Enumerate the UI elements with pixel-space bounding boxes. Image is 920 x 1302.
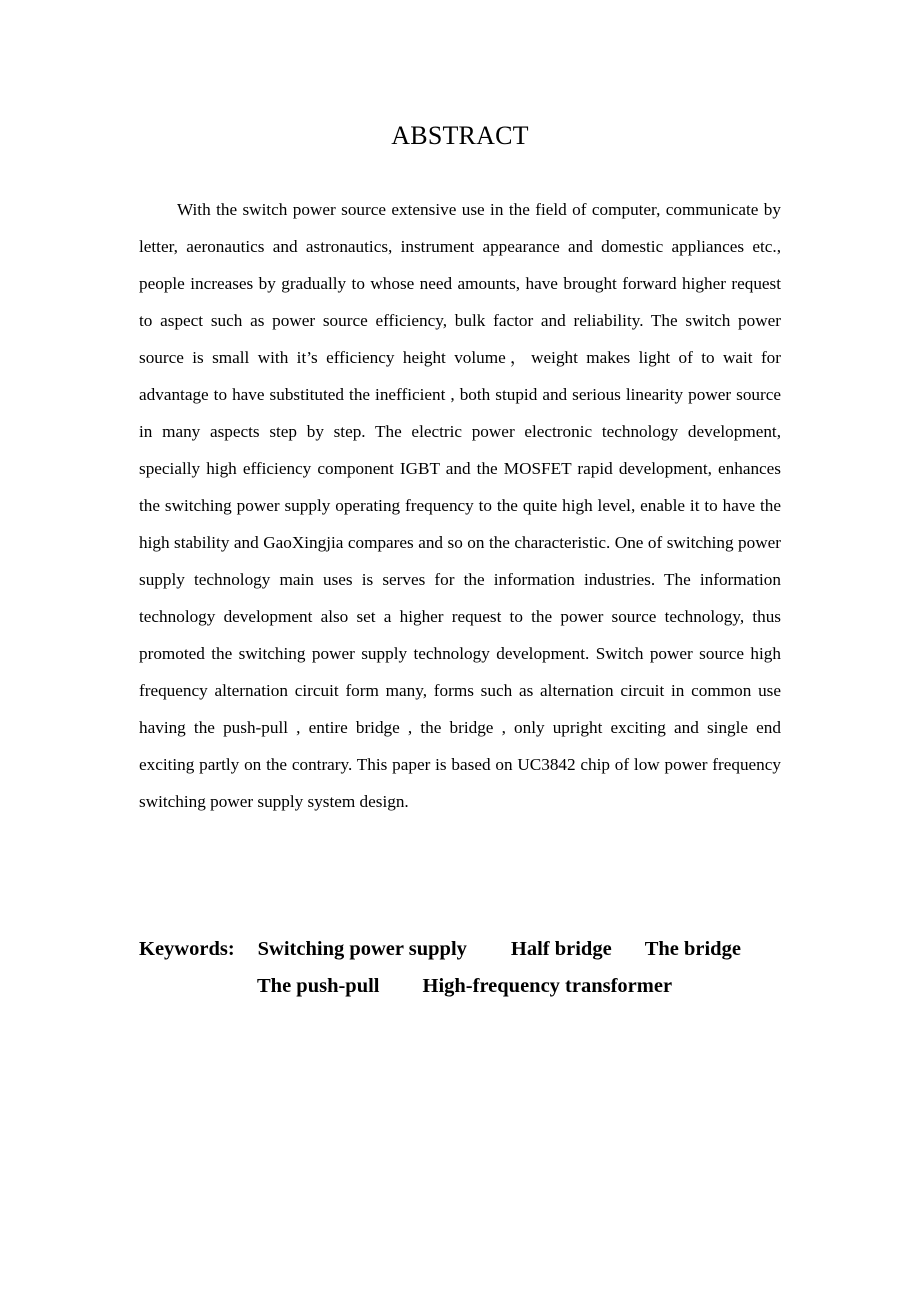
keyword-item: Switching power supply — [257, 938, 467, 960]
keywords-line-1 — [139, 932, 741, 966]
abstract-paragraph: With the switch power source extensive use in the field of computer, communicate by letter, aeronautics and astronautics, instrument appearance and domestic appliances etc., people increases by gradually to whose need amounts, have brought forward higher request to aspect such as power source efficiency, bulk factor and reliability. The switch power source is small with it’s efficiency height volume，weight makes light of to wait for advantage to have substituted the inefficient , both stupid and serious linearity power source in many aspects step by step. The electric power electronic technology development, specially high efficiency component IGBT and the MOSFET rapid development, enhances the switching power supply operating frequency to the quite high level, enable it to have the high stability and GaoXingjia compares and so on the characteristic. One of switching power supply technology main uses is serves for the information industries. The information technology development also set a higher request to the power source technology, thus promoted the switching power supply technology development. Switch power source high frequency alternation circuit form many, forms such as alternation circuit in common use having the push-pull , entire bridge , the bridge , only upright exciting and single end exciting partly on the contrary. This paper is based on UC3842 chip of low power frequency switching power supply system design. — [139, 200, 781, 811]
page-title: ABSTRACT — [391, 121, 529, 150]
keywords-label: Keywords: — [139, 938, 235, 960]
keywords-line-2 — [257, 969, 672, 1003]
keyword-item: High-frequency transformer — [422, 975, 673, 997]
keyword-item: Half bridge — [510, 938, 612, 960]
keyword-item: The push-pull — [257, 975, 380, 997]
keyword-item: The bridge — [644, 938, 741, 960]
